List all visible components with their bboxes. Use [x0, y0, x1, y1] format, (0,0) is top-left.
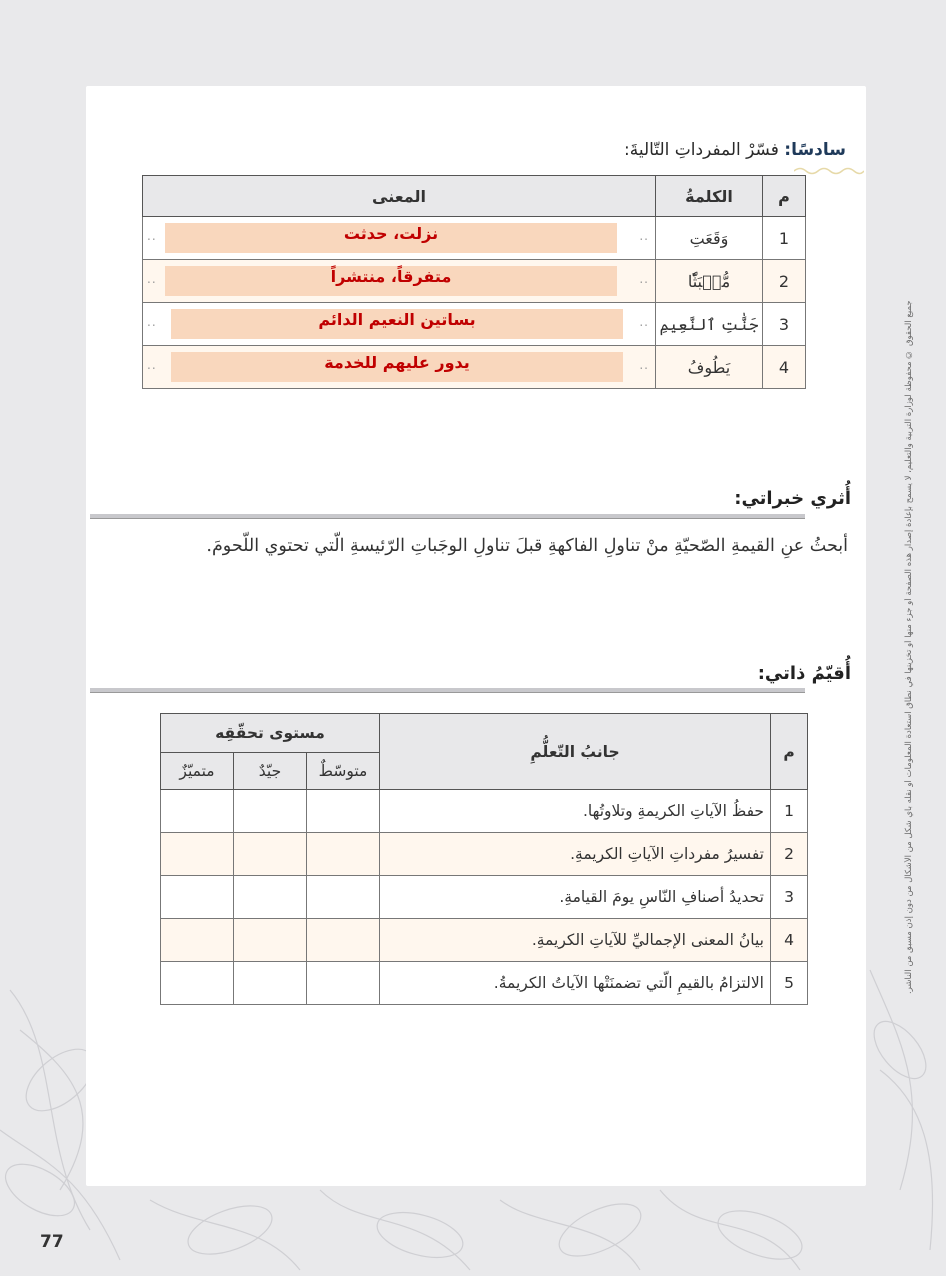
- level-average-cell[interactable]: [307, 962, 380, 1005]
- meaning-cell: [143, 260, 656, 303]
- dots-left: ..: [147, 229, 157, 243]
- level-average-cell[interactable]: [307, 833, 380, 876]
- self-header-num: م: [771, 714, 808, 790]
- level-excellent: متميّزٌ: [161, 753, 234, 790]
- row-number: 3: [763, 303, 806, 346]
- self-evaluation-table: [160, 713, 808, 1005]
- row-number: 1: [763, 217, 806, 260]
- level-average: متوسّطٌ: [307, 753, 380, 790]
- level-good-cell[interactable]: [234, 790, 307, 833]
- level-excellent-cell[interactable]: [161, 790, 234, 833]
- enrich-heading: أُثري خبراتي:: [734, 488, 851, 509]
- row-number: 2: [763, 260, 806, 303]
- level-good-cell[interactable]: [234, 919, 307, 962]
- row-number: 1: [771, 790, 808, 833]
- answer-highlight: يدور عليهم للخدمة: [171, 352, 623, 382]
- answer-highlight: بساتين النعيم الدائم: [171, 309, 623, 339]
- dots-right: ..: [639, 358, 649, 372]
- selfeval-divider: [90, 688, 805, 693]
- meaning-cell: [143, 303, 656, 346]
- vocab-header-word: الكلمةُ: [656, 176, 763, 217]
- aspect-text: تحديدُ أصنافِ النّاسِ يومَ القيامةِ.: [380, 876, 771, 919]
- aspect-text: حفظُ الآياتِ الكريمةِ وتلاوتُها.: [380, 790, 771, 833]
- level-good-cell[interactable]: [234, 876, 307, 919]
- vocab-word: مُّنۢبَثّٗا: [656, 260, 763, 303]
- selfeval-heading: أُقيّمُ ذاتي:: [757, 663, 851, 684]
- vocab-word: وَقَعَتِ: [656, 217, 763, 260]
- level-excellent-cell[interactable]: [161, 919, 234, 962]
- vocab-word: جَنَّٰتِ ٱلنَّعِيمِ: [656, 303, 763, 346]
- enrich-divider: [90, 514, 805, 519]
- vocab-word: يَطُوفُ: [656, 346, 763, 389]
- aspect-text: الالتزامُ بالقيمِ الّتي تضمنَتْها الآياتُ الكريمةُ.: [380, 962, 771, 1005]
- dots-left: ..: [147, 315, 157, 329]
- answer-highlight: متفرقاً، منتشراً: [165, 266, 617, 296]
- self-row: [161, 919, 808, 962]
- vocab-row: [143, 346, 806, 389]
- level-excellent-cell[interactable]: [161, 962, 234, 1005]
- dots-left: ..: [147, 272, 157, 286]
- dots-right: ..: [639, 315, 649, 329]
- dots-left: ..: [147, 358, 157, 372]
- vocab-row: [143, 217, 806, 260]
- row-number: 5: [771, 962, 808, 1005]
- level-average-cell[interactable]: [307, 919, 380, 962]
- answer-highlight: نزلت، حدثت: [165, 223, 617, 253]
- level-good: جيّدٌ: [234, 753, 307, 790]
- self-row: [161, 876, 808, 919]
- dots-right: ..: [639, 272, 649, 286]
- level-average-cell[interactable]: [307, 876, 380, 919]
- level-average-cell[interactable]: [307, 790, 380, 833]
- meaning-cell: [143, 217, 656, 260]
- meaning-cell: [143, 346, 656, 389]
- section6-label: سادسًا:: [784, 140, 846, 160]
- vocab-row: [143, 303, 806, 346]
- self-row: [161, 962, 808, 1005]
- aspect-text: بيانُ المعنى الإجماليِّ للآياتِ الكريمةِ.: [380, 919, 771, 962]
- level-good-cell[interactable]: [234, 962, 307, 1005]
- vocab-header-num: م: [763, 176, 806, 217]
- vocabulary-table: [142, 175, 806, 389]
- section6-title: [624, 140, 846, 160]
- row-number: 4: [763, 346, 806, 389]
- page-number: 77: [40, 1232, 64, 1252]
- self-header-level: مستوى تحقّقِه: [161, 714, 380, 753]
- self-row: [161, 833, 808, 876]
- level-excellent-cell[interactable]: [161, 833, 234, 876]
- level-good-cell[interactable]: [234, 833, 307, 876]
- row-number: 3: [771, 876, 808, 919]
- section6-instruction: فسّرْ المفرداتِ التّاليةَ:: [624, 140, 779, 160]
- copyright-note: جميع الحقوق © محفوظة لوزارة التربية والتعليم، لا يسمح بإعادة إصدار هذه الصفحة أو جزء منها أو تخزينها في نطاق استعادة المعلومات أو نقله بأي شكل من الأشكال من دون إذن مسبق من الناشر.: [904, 300, 914, 994]
- vocab-header-meaning: المعنى: [143, 176, 656, 217]
- self-header-aspect: جانبُ التّعلُّمِ: [380, 714, 771, 790]
- row-number: 2: [771, 833, 808, 876]
- row-number: 4: [771, 919, 808, 962]
- dots-right: ..: [639, 229, 649, 243]
- vocab-row: [143, 260, 806, 303]
- self-row: [161, 790, 808, 833]
- enrich-text: أبحثُ عنِ القيمةِ الصّحيّةِ منْ تناولِ الفاكهةِ قبلَ تناولِ الوجَباتِ الرّئيسةِ الّتي تحتوي اللّحومَ.: [206, 536, 848, 556]
- level-excellent-cell[interactable]: [161, 876, 234, 919]
- aspect-text: تفسيرُ مفرداتِ الآياتِ الكريمةِ.: [380, 833, 771, 876]
